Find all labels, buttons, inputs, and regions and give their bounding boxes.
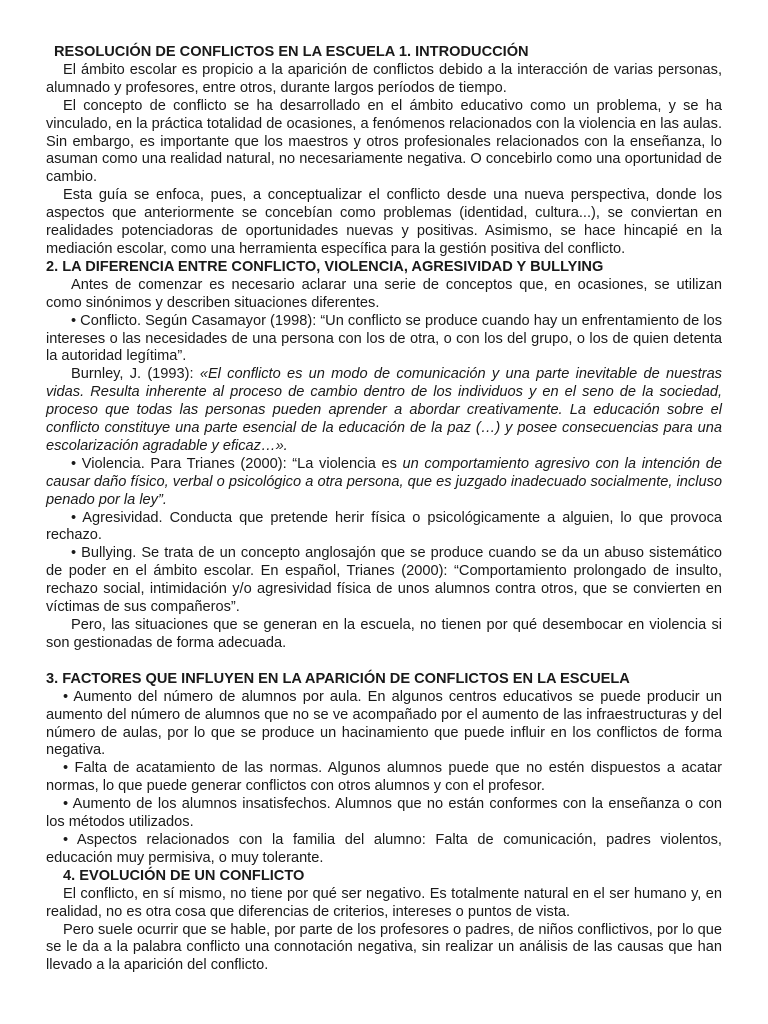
intro-paragraph-3: Esta guía se enfoca, pues, a conceptualizar el conflicto desde una nueva perspectiva, donde los aspectos que anteriormente se concebían como problemas (identidad, cultura...), se conviertan en realidades potenciadoras de oportunidades nuevas y positivas. Asimismo, se hace hincapié en la mediación escolar, como una herramienta específica para la gestión positiva del conflicto. [46,187,722,257]
section-spacer [46,653,722,671]
section-3-heading: 3. FACTORES QUE INFLUYEN EN LA APARICIÓN DE CONFLICTOS EN LA ESCUELA [46,670,630,687]
violencia-quote: un comportamiento agresivo con la intención de causar daño físico, verbal o psicológico a otra persona, que es juzgado inadecuado socialmente, incluso penado por la ley”. [46,455,722,508]
bullet-agresividad: • Agresividad. Conducta que pretende herir física o psicológicamente a alguien, lo que provoca rechazo. [46,509,722,544]
burnley-quote [46,366,722,456]
section-4-paragraph-2: Pero suele ocurrir que se hable, por parte de los profesores o padres, de niños conflictivos, por lo que se le da a la palabra conflicto una connotación negativa, sin realizar un análisis de las causas que han llevado a la aparición del conflicto. [46,921,722,974]
bullet-violencia [46,456,722,510]
intro-paragraph-1: El ámbito escolar es propicio a la aparición de conflictos debido a la interacción de varias personas, alumnado y profesores, entre otros, durante largos períodos de tiempo. [46,61,722,96]
intro-paragraph-2: El concepto de conflicto se ha desarrollado en el ámbito educativo como un problema, y se ha vinculado, en la práctica totalidad de ocasiones, a fenómenos relacionados con la violencia en las aulas. Sin embargo, es importante que los maestros y otros profesionales relacionados con la enseñanza, lo asuman como una realidad natural, no necesariamente negativa. O concebirlo como una oportunidad de cambio. [46,97,722,186]
section-4-heading: 4. EVOLUCIÓN DE UN CONFLICTO [63,867,305,884]
bullet-bullying: • Bullying. Se trata de un concepto anglosajón que se produce cuando se da un abuso sistemático de poder en el ámbito escolar. En español, Trianes (2000): “Comportamiento prolongado de insulto, rechazo social, intimidación y/o agresividad física de unos alumnos contra otros, que se convierten en víctimas de sus compañeros”. [46,545,722,616]
violencia-lead: • Violencia. Para Trianes (2000): “La violencia es [71,455,403,472]
burnley-reference: Burnley, J. (1993): [71,366,200,383]
section-2-closing: Pero, las situaciones que se generan en la escuela, no tienen por qué desembocar en violencia si son gestionadas de forma adecuada. [46,617,722,651]
bullet-familia: • Aspectos relacionados con la familia del alumno: Falta de comunicación, padres violentos, educación muy permisiva, o muy tolerante. [46,831,722,866]
section-4-paragraph-1: El conflicto, en sí mismo, no tiene por qué ser negativo. Es totalmente natural en el ser humano y, en realidad, no es otra cosa que diferencias de criterios, intereses o puntos de vista. [46,885,722,920]
burnley-quote-text: «El conflicto es un modo de comunicación y una parte inevitable de nuestras vidas. Resulta inherente al proceso de cambio dentro de los individuos y en el seno de la sociedad, proceso que todas las personas pueden aprender a abordar creativamente. La educación sobre el conflicto constituye una parte esencial de la educación de la paz (…) y posee consecuencias para una escolarización agradable y eficaz…». [46,366,722,454]
bullet-conflicto: • Conflicto. Según Casamayor (1998): “Un conflicto se produce cuando hay un enfrentamiento de los intereses o las necesidades de una persona con los de otra, o con los del grupo, o los de quien detenta la autoridad legítima”. [46,312,722,365]
bullet-falta-normas: • Falta de acatamiento de las normas. Algunos alumnos puede que no estén dispuestos a acatar normas, lo que puede generar conflictos con otros alumnos y con el profesor. [46,760,722,795]
bullet-alumnos-insatisfechos: • Aumento de los alumnos insatisfechos. Alumnos que no están conformes con la enseñanza o con los métodos utilizados. [46,796,722,831]
section-2-heading: 2. LA DIFERENCIA ENTRE CONFLICTO, VIOLENCIA, AGRESIVIDAD Y BULLYING [46,258,604,275]
section-2-intro: Antes de comenzar es necesario aclarar una serie de conceptos que, en ocasiones, se utilizan como sinónimos y describen situaciones diferentes. [46,276,722,311]
bullet-aumento-alumnos: • Aumento del número de alumnos por aula. En algunos centros educativos se puede producir un aumento del número de alumnos que no se ve acompañado por el aumento de las infraestructuras y del número de aulas, por lo que se produce un hacinamiento que puede influir en los conflictos de forma negativa. [46,688,722,759]
section-1-heading: RESOLUCIÓN DE CONFLICTOS EN LA ESCUELA 1. INTRODUCCIÓN [54,44,529,60]
